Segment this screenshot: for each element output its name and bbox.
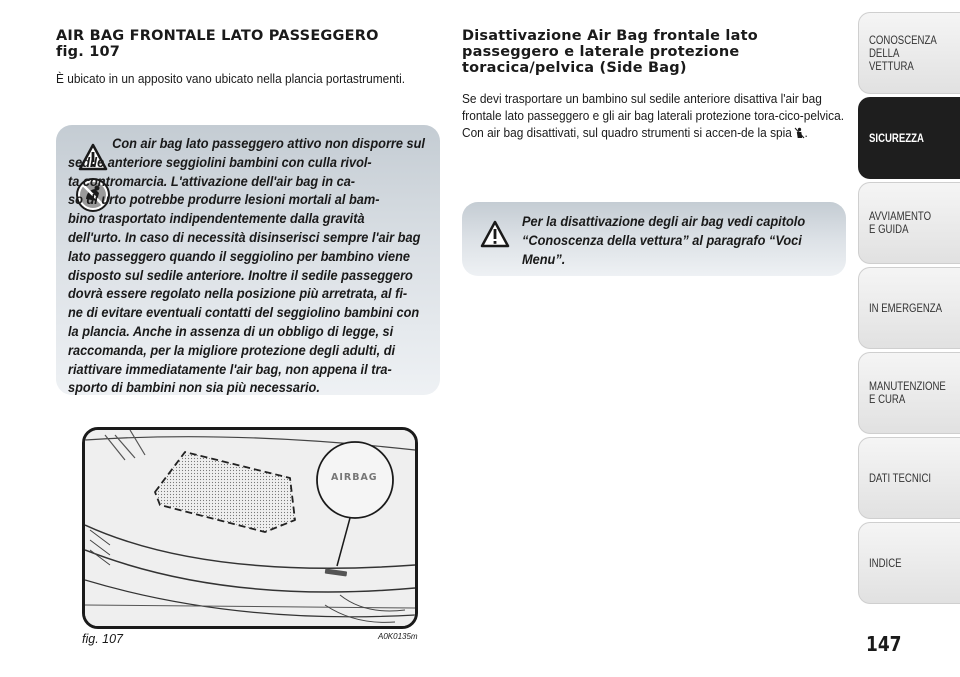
figure-caption: fig. 107	[82, 632, 124, 646]
tab-in-emergenza[interactable]	[858, 267, 960, 349]
section-body-text: È ubicato in un apposito vano ubicato nella plancia portastrumenti.	[56, 71, 406, 86]
warning-text-child-seat: Con air bag lato passeggero attivo non disporre sul sedile anteriore seggiolini bambini con culla rivol- ta contromarcia. L'attivazione dell'air bag in ca- so di urto potrebbe produrre lesioni mortali al bam- bino trasportato indipendentemente dalla gravità dell'urto. In caso di necessità disinserisci sempre l'air bag lato passeggero quando il seggiolino per bambino viene disposto sul sedile anteriore. Inoltre il sedile passeggero dovrà essere regolato nella posizione più arretrata, al fi- ne di evitare eventuali contatti del seggiolino bambini con la plancia. Anche in assenza di un obbligo di legge, si raccomanda, per la migliore protezione degli adulti, di riattivare immediatamente l'air bag, non appena il tra- sporto di bambini non sia più necessario.	[68, 136, 425, 397]
tab-label: DATI TECNICI	[869, 470, 932, 485]
tab-manutenzione-e-cura[interactable]	[858, 352, 960, 434]
figure-airbag-location	[82, 427, 418, 629]
body-text-main: Se devi trasportare un bambino sul sedile anteriore disattiva l'air bag frontale lato passeggero e gli air bag laterali protezione tora-cico-pelvica. Con air bag disattivati, sul quadro strumenti si accen-de la spia	[462, 91, 844, 140]
tab-label: INDICE	[869, 555, 902, 570]
tab-label: CONOSCENZA DELLA VETTURA	[869, 32, 937, 73]
tab-label: IN EMERGENZA	[869, 300, 943, 315]
tab-label: MANUTENZIONE E CURA	[869, 379, 946, 406]
section-heading-passenger-airbag: AIR BAG FRONTALE LATO PASSEGGERO fig. 107	[56, 28, 379, 60]
tab-dati-tecnici[interactable]	[858, 437, 960, 519]
tab-label: SICUREZZA	[869, 130, 924, 145]
body-text-end: .	[804, 125, 808, 140]
airbag-off-warning-light-icon	[794, 125, 808, 143]
tab-avviamento-e-guida[interactable]	[858, 182, 960, 264]
tab-sicurezza[interactable]	[858, 97, 960, 179]
warning-box-disable-info	[462, 202, 846, 276]
warning-triangle-icon	[480, 220, 510, 253]
warning-box-child-seat	[56, 125, 440, 395]
section-heading-disable-airbag: Disattivazione Air Bag frontale lato passeggero e laterale protezione toracica/pelvica (Side Bag)	[462, 28, 758, 76]
section-body-disable-airbag	[462, 90, 849, 143]
tab-conoscenza-della-vettura[interactable]	[858, 12, 960, 94]
tab-indice[interactable]	[858, 522, 960, 604]
airbag-label: AIRBAG	[331, 472, 378, 483]
figure-code: A0K0135m	[378, 632, 418, 641]
dashboard-illustration	[85, 430, 415, 626]
tab-label: AVVIAMENTO E GUIDA	[869, 209, 932, 236]
chapter-tabs	[858, 0, 960, 630]
page-number: 147	[866, 632, 902, 656]
warning-text-disable-info: Per la disattivazione degli air bag vedi capitolo “Conoscenza della vettura” al paragrafo “Voci Menu”.	[522, 214, 806, 268]
